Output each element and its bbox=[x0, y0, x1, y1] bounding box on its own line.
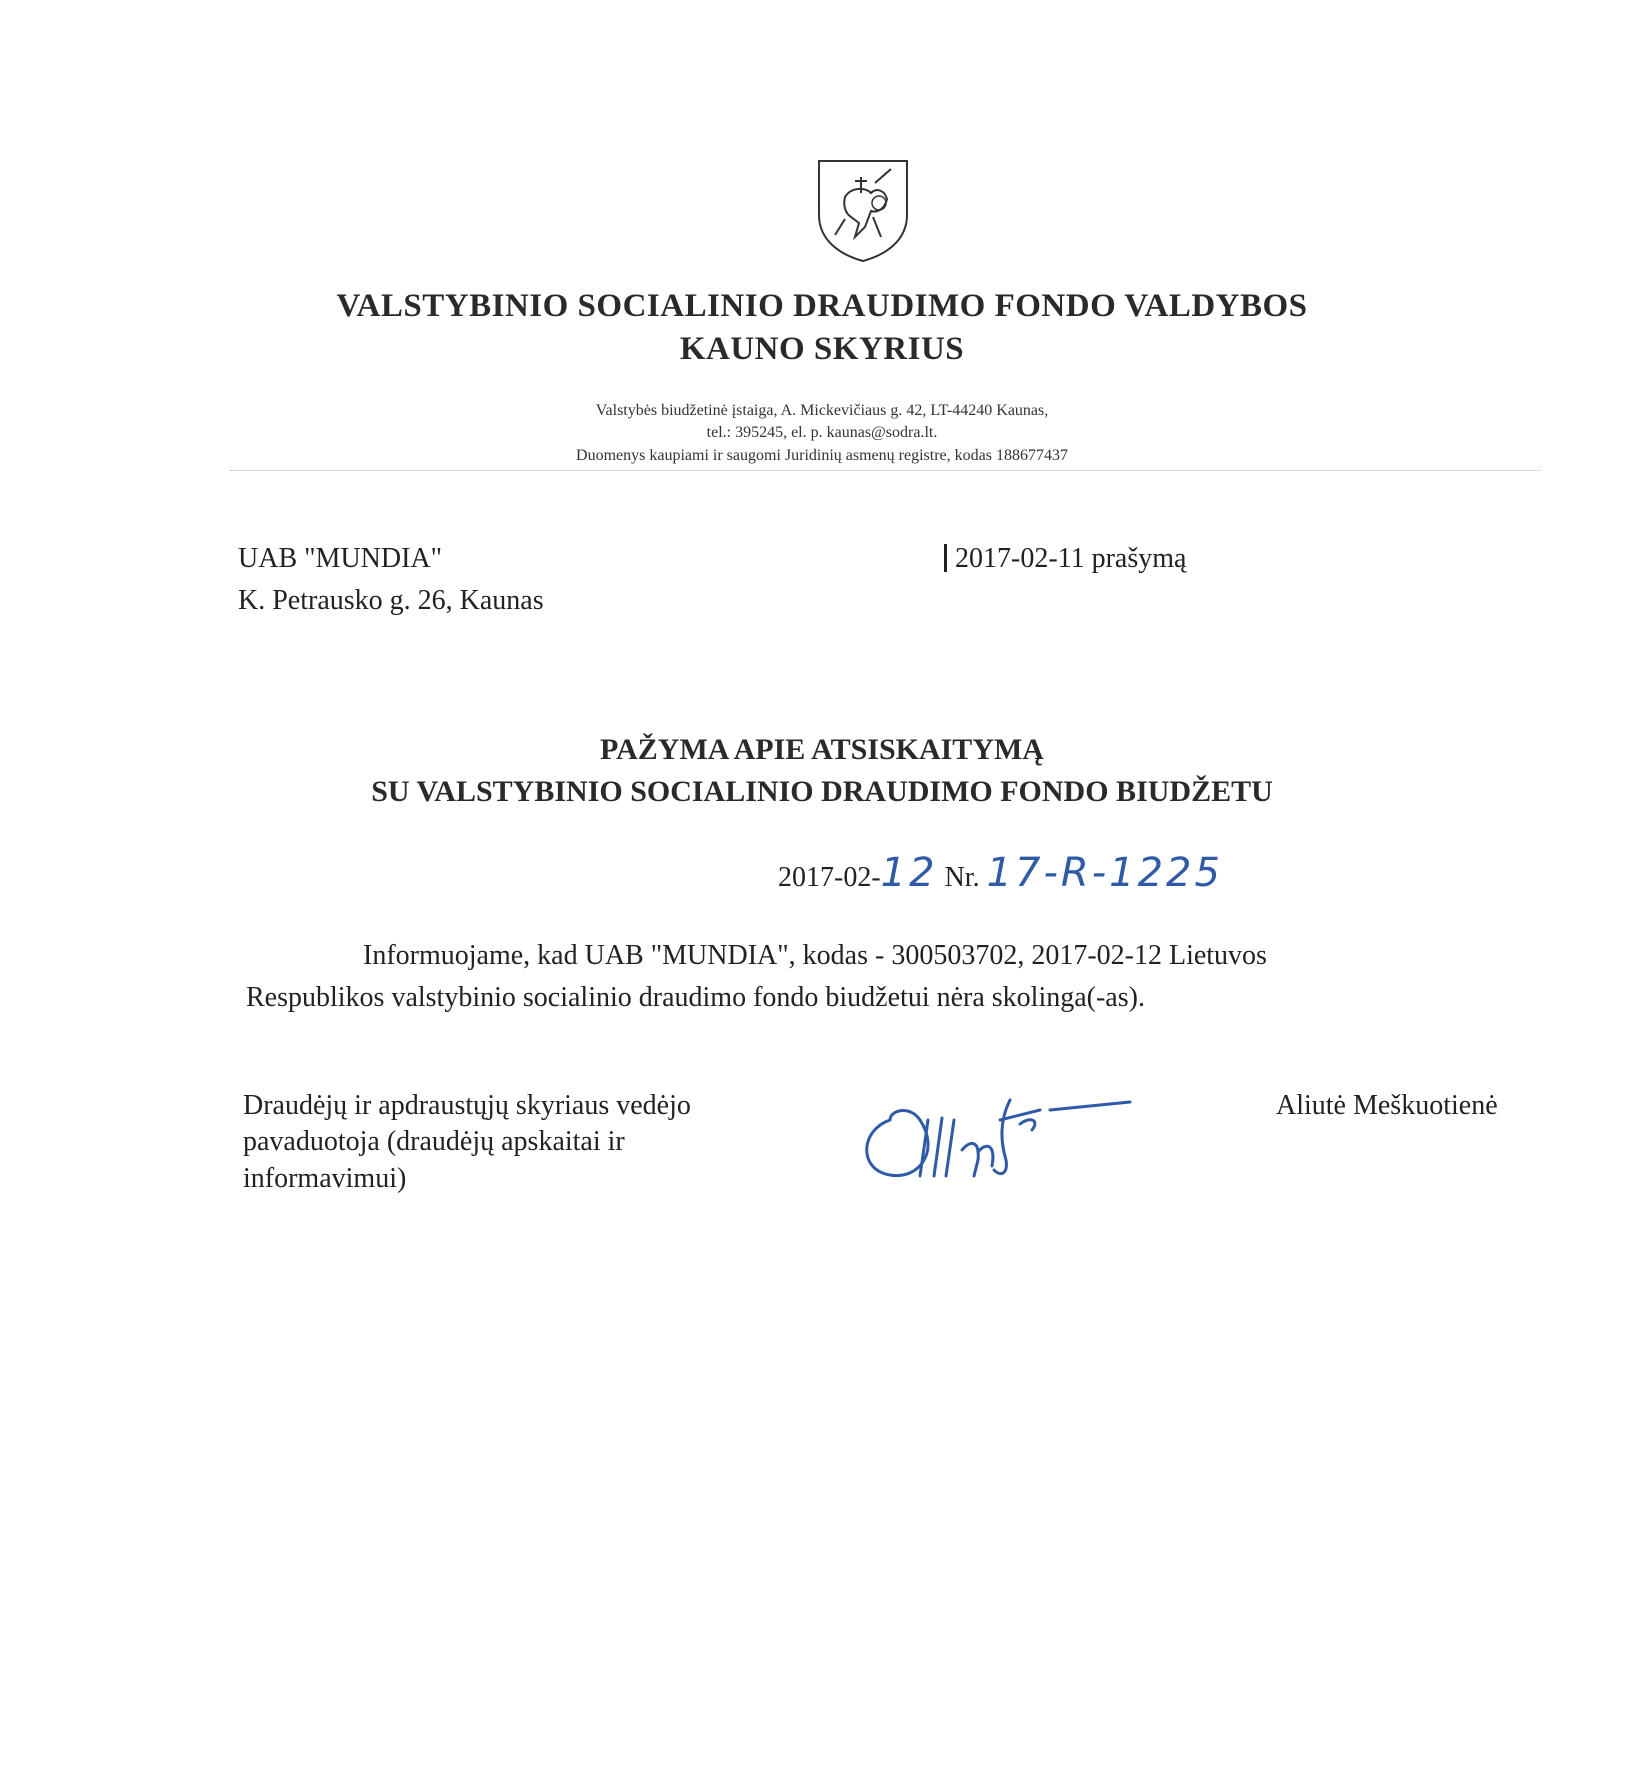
handwritten-day: 12 bbox=[880, 850, 938, 896]
document-number-row bbox=[778, 850, 1223, 896]
document-subtitle: SU VALSTYBINIO SOCIALINIO DRAUDIMO FONDO BIUDŽETU bbox=[371, 775, 1273, 808]
document-date-prefix: 2017-02- bbox=[778, 862, 881, 893]
body-paragraph-line: Respublikos valstybinio socialinio draudimo fondo biudžetui nėra skolinga(-as). bbox=[246, 982, 1145, 1013]
organization-name: VALSTYBINIO SOCIALINIO DRAUDIMO FONDO VALDYBOS bbox=[336, 288, 1308, 324]
coat-of-arms-icon bbox=[815, 157, 911, 263]
addressee-address: K. Petrausko g. 26, Kaunas bbox=[238, 585, 544, 616]
header-divider bbox=[230, 470, 1540, 471]
handwritten-document-number: 17-R-1225 bbox=[986, 850, 1223, 896]
signer-title-line: Draudėjų ir apdraustųjų skyriaus vedėjo bbox=[243, 1090, 691, 1121]
number-label: Nr. bbox=[944, 862, 980, 893]
organization-branch: KAUNO SKYRIUS bbox=[679, 331, 965, 367]
handwritten-signature-icon bbox=[850, 1080, 1140, 1200]
contact-address: Valstybės biudžetinė įstaiga, A. Mickevičiaus g. 42, LT-44240 Kaunas, bbox=[595, 402, 1049, 419]
signer-title-line: informavimui) bbox=[243, 1162, 407, 1194]
request-mark bbox=[944, 544, 947, 572]
document-title: PAŽYMA APIE ATSISKAITYMĄ bbox=[600, 733, 1044, 766]
body-paragraph-line: Informuojame, kad UAB "MUNDIA", kodas - 300503702, 2017-02-12 Lietuvos bbox=[363, 940, 1267, 971]
contact-phone-email: tel.: 395245, el. p. kaunas@sodra.lt. bbox=[706, 424, 938, 441]
signer-title bbox=[243, 1088, 803, 1197]
contact-registry: Duomenys kaupiami ir saugomi Juridinių asmenų registre, kodas 188677437 bbox=[576, 447, 1068, 464]
request-reference: 2017-02-11 prašymą bbox=[955, 543, 1187, 574]
addressee-name: UAB "MUNDIA" bbox=[238, 543, 443, 574]
signer-name: Aliutė Meškuotienė bbox=[1276, 1090, 1498, 1121]
signer-title-line: pavaduotoja (draudėjų apskaitai ir bbox=[243, 1126, 625, 1158]
